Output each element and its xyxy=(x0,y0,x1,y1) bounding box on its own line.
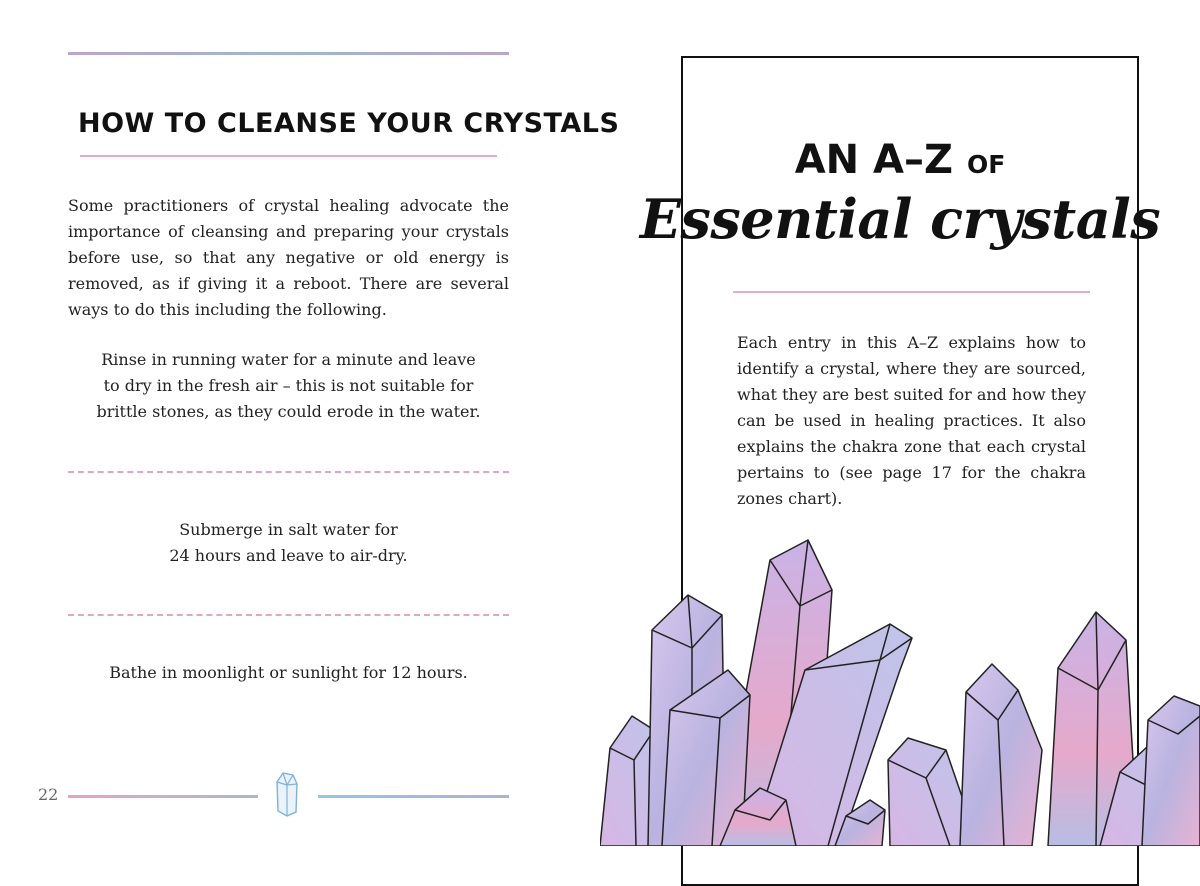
method-line: brittle stones, as they could erode in the water. xyxy=(96,402,481,421)
crystal-icon xyxy=(273,770,301,818)
heading-underline xyxy=(80,155,497,157)
left-page xyxy=(0,0,620,846)
right-page xyxy=(600,0,1200,846)
page-number: 22 xyxy=(38,785,59,804)
title-line-2: Essential crystals xyxy=(639,187,1161,251)
dashed-divider xyxy=(68,614,509,616)
method-salt-water xyxy=(68,517,509,569)
method-line: to dry in the fresh air – this is not suitable for xyxy=(103,376,474,395)
title-underline xyxy=(733,291,1090,293)
method-line: 24 hours and leave to air-dry. xyxy=(169,546,408,565)
footer-divider-right xyxy=(318,795,509,798)
method-line: Submerge in salt water for xyxy=(179,520,398,539)
footer-divider-left xyxy=(68,795,258,798)
dashed-divider xyxy=(68,471,509,473)
intro-paragraph: Some practitioners of crystal healing advocate the importance of cleansing and preparing your crystals before use, so that any negative or old energy is removed, as if giving it a reboot. There are several ways to do this including the following. xyxy=(68,196,509,319)
method-line: Bathe in moonlight or sunlight for 12 hours. xyxy=(109,663,468,682)
method-line: Rinse in running water for a minute and leave xyxy=(101,350,476,369)
title-line-1 xyxy=(600,137,1200,183)
top-divider xyxy=(68,52,509,55)
crystal-cluster-illustration xyxy=(600,520,1200,846)
title-az: AN A–Z xyxy=(794,137,954,183)
method-rinse xyxy=(68,347,509,425)
description-paragraph: Each entry in this A–Z explains how to identify a crystal, where they are sourced, what they are best suited for and how they can be used in healing practices. It also explains the chakra zone that each crystal pertains to (see page 17 for the chakra zones chart). xyxy=(737,333,1086,508)
section-heading: HOW TO CLEANSE YOUR CRYSTALS xyxy=(78,108,620,139)
title-of: OF xyxy=(966,150,1006,179)
method-moonlight xyxy=(68,660,509,686)
